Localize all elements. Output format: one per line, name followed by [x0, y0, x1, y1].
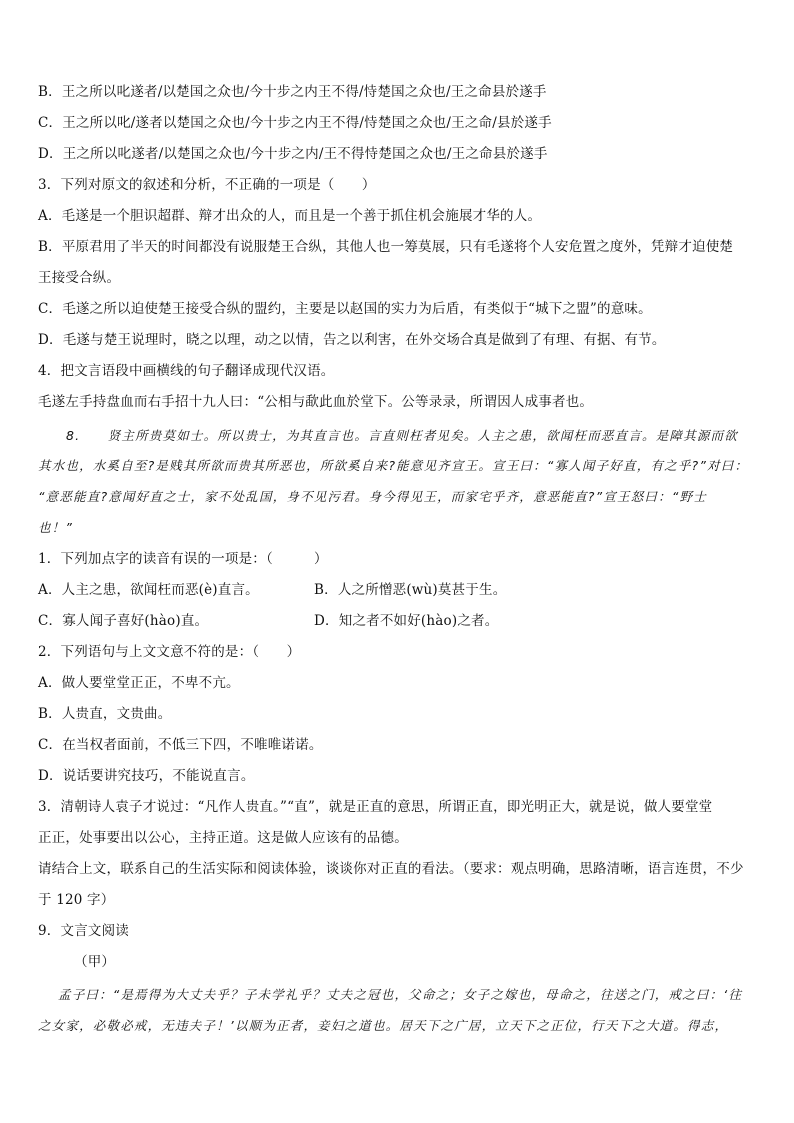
question-8-2-option-b: B．人贵直，文贵曲。 [38, 706, 172, 722]
question-3-option-b: B．平原君用了半天的时间都没有说服楚王合纵，其他人也一筹莫展，只有毛遂将个人安危置之度外，凭辩才迫使楚 [38, 239, 734, 255]
question-4-sentence: 毛遂左手持盘血而右手招十九人曰：“公相与歃此血於堂下。公等录录，所谓因人成事者也。 [38, 394, 594, 410]
question-8-2-option-a: A．做人要堂堂正正，不卑不亢。 [38, 675, 240, 691]
question-4-stem: 4．把文言语段中画横线的句子翻译成现代汉语。 [38, 363, 335, 379]
question-8-3-line-1: 3．清朝诗人袁子才说过：“凡作人贵直。”“直”，就是正直的意思，所谓正直，即光明正大，就是说，做人要堂堂 [38, 799, 713, 815]
question-8-1-option-b: B．人之所憎恶(wù)莫甚于生。 [314, 582, 507, 598]
question-8-1-option-d: D．知之者不如好(hào)之者。 [314, 613, 499, 629]
question-8-3-line-3: 请结合上文，联系自己的生活实际和阅读体验，谈谈你对正直的看法。（要求：观点明确，思路清晰，语言连贯，不少 [38, 861, 744, 877]
question-8-3-line-4: 于 120 字） [38, 892, 115, 908]
option-d: D．王之所以叱遂者/以楚国之众也/今十步之内/王不得恃楚国之众也/王之命县於遂手 [38, 146, 548, 162]
question-9-subtitle: （甲） [74, 954, 116, 970]
passage-8-line-2: 其水也，水奚自至?是贱其所欲而贵其所恶也，所欲奚自来?能意见齐宣王。宣王曰：“寡人闻子好直，有之乎?”对曰： [38, 458, 749, 473]
question-3-option-b-cont: 王接受合纵。 [38, 270, 121, 286]
question-8-3-line-2: 正正，处事要出以公心，主持正道。这是做人应该有的品德。 [38, 830, 408, 846]
option-c: C．王之所以叱/遂者以楚国之众也/今十步之内王不得/恃楚国之众也/王之命/县於遂手 [38, 115, 552, 131]
passage-9-line-1: 孟子曰：“是焉得为大丈夫乎？子未学礼乎？丈夫之冠也，父命之；女子之嫁也，母命之，往送之门，戒之曰：‘往 [58, 987, 743, 1002]
question-3-option-d: D．毛遂与楚王说理时，晓之以理，动之以情，告之以利害，在外交场合真是做到了有理、有据、有节。 [38, 332, 666, 348]
passage-8-line-4: 也！” [38, 520, 74, 535]
question-8-1-stem: 1．下列加点字的读音有误的一项是：（ ） [38, 551, 328, 567]
question-8-2-stem: 2．下列语句与上文文意不符的是：（ ） [38, 644, 301, 660]
question-3-option-a: A．毛遂是一个胆识超群、辩才出众的人，而且是一个善于抓住机会施展才华的人。 [38, 208, 542, 224]
question-3-option-c: C．毛遂之所以迫使楚王接受合纵的盟约，主要是以赵国的实力为后盾，有类似于“城下之盟”的意味。 [38, 301, 652, 317]
question-8-2-option-d: D．说话要讲究技巧，不能说直言。 [38, 768, 255, 784]
question-3-stem: 3．下列对原文的叙述和分析，不正确的一项是（ ） [38, 177, 376, 193]
question-8-1-option-a: A．人主之患，欲闻枉而恶(è)直言。 [38, 582, 259, 598]
option-b: B．王之所以叱遂者/以楚国之众也/今十步之内王不得/恃楚国之众也/王之命县於遂手 [38, 84, 547, 100]
passage-8-line-1: 8. 贤主所贵莫如士。所以贵士，为其直言也。言直则枉者见矣。人主之患，欲闻枉而恶直言。是障其源而欲 [66, 428, 738, 443]
question-8-2-option-c: C．在当权者面前，不低三下四，不唯唯诺诺。 [38, 737, 323, 753]
passage-9-line-2: 之女家，必敬必戒，无违夫子！’以顺为正者，妾妇之道也。居天下之广居，立天下之正位，行天下之大道。得志， [38, 1018, 729, 1033]
question-9-title: 9．文言文阅读 [38, 923, 129, 939]
question-8-1-option-c: C．寡人闻子喜好(hào)直。 [38, 613, 209, 629]
passage-8-line-3: “意恶能直?意闻好直之士，家不处乱国，身不见污君。身今得见王，而家宅乎齐，意恶能直?”宣王怒曰：“野士 [38, 489, 707, 504]
